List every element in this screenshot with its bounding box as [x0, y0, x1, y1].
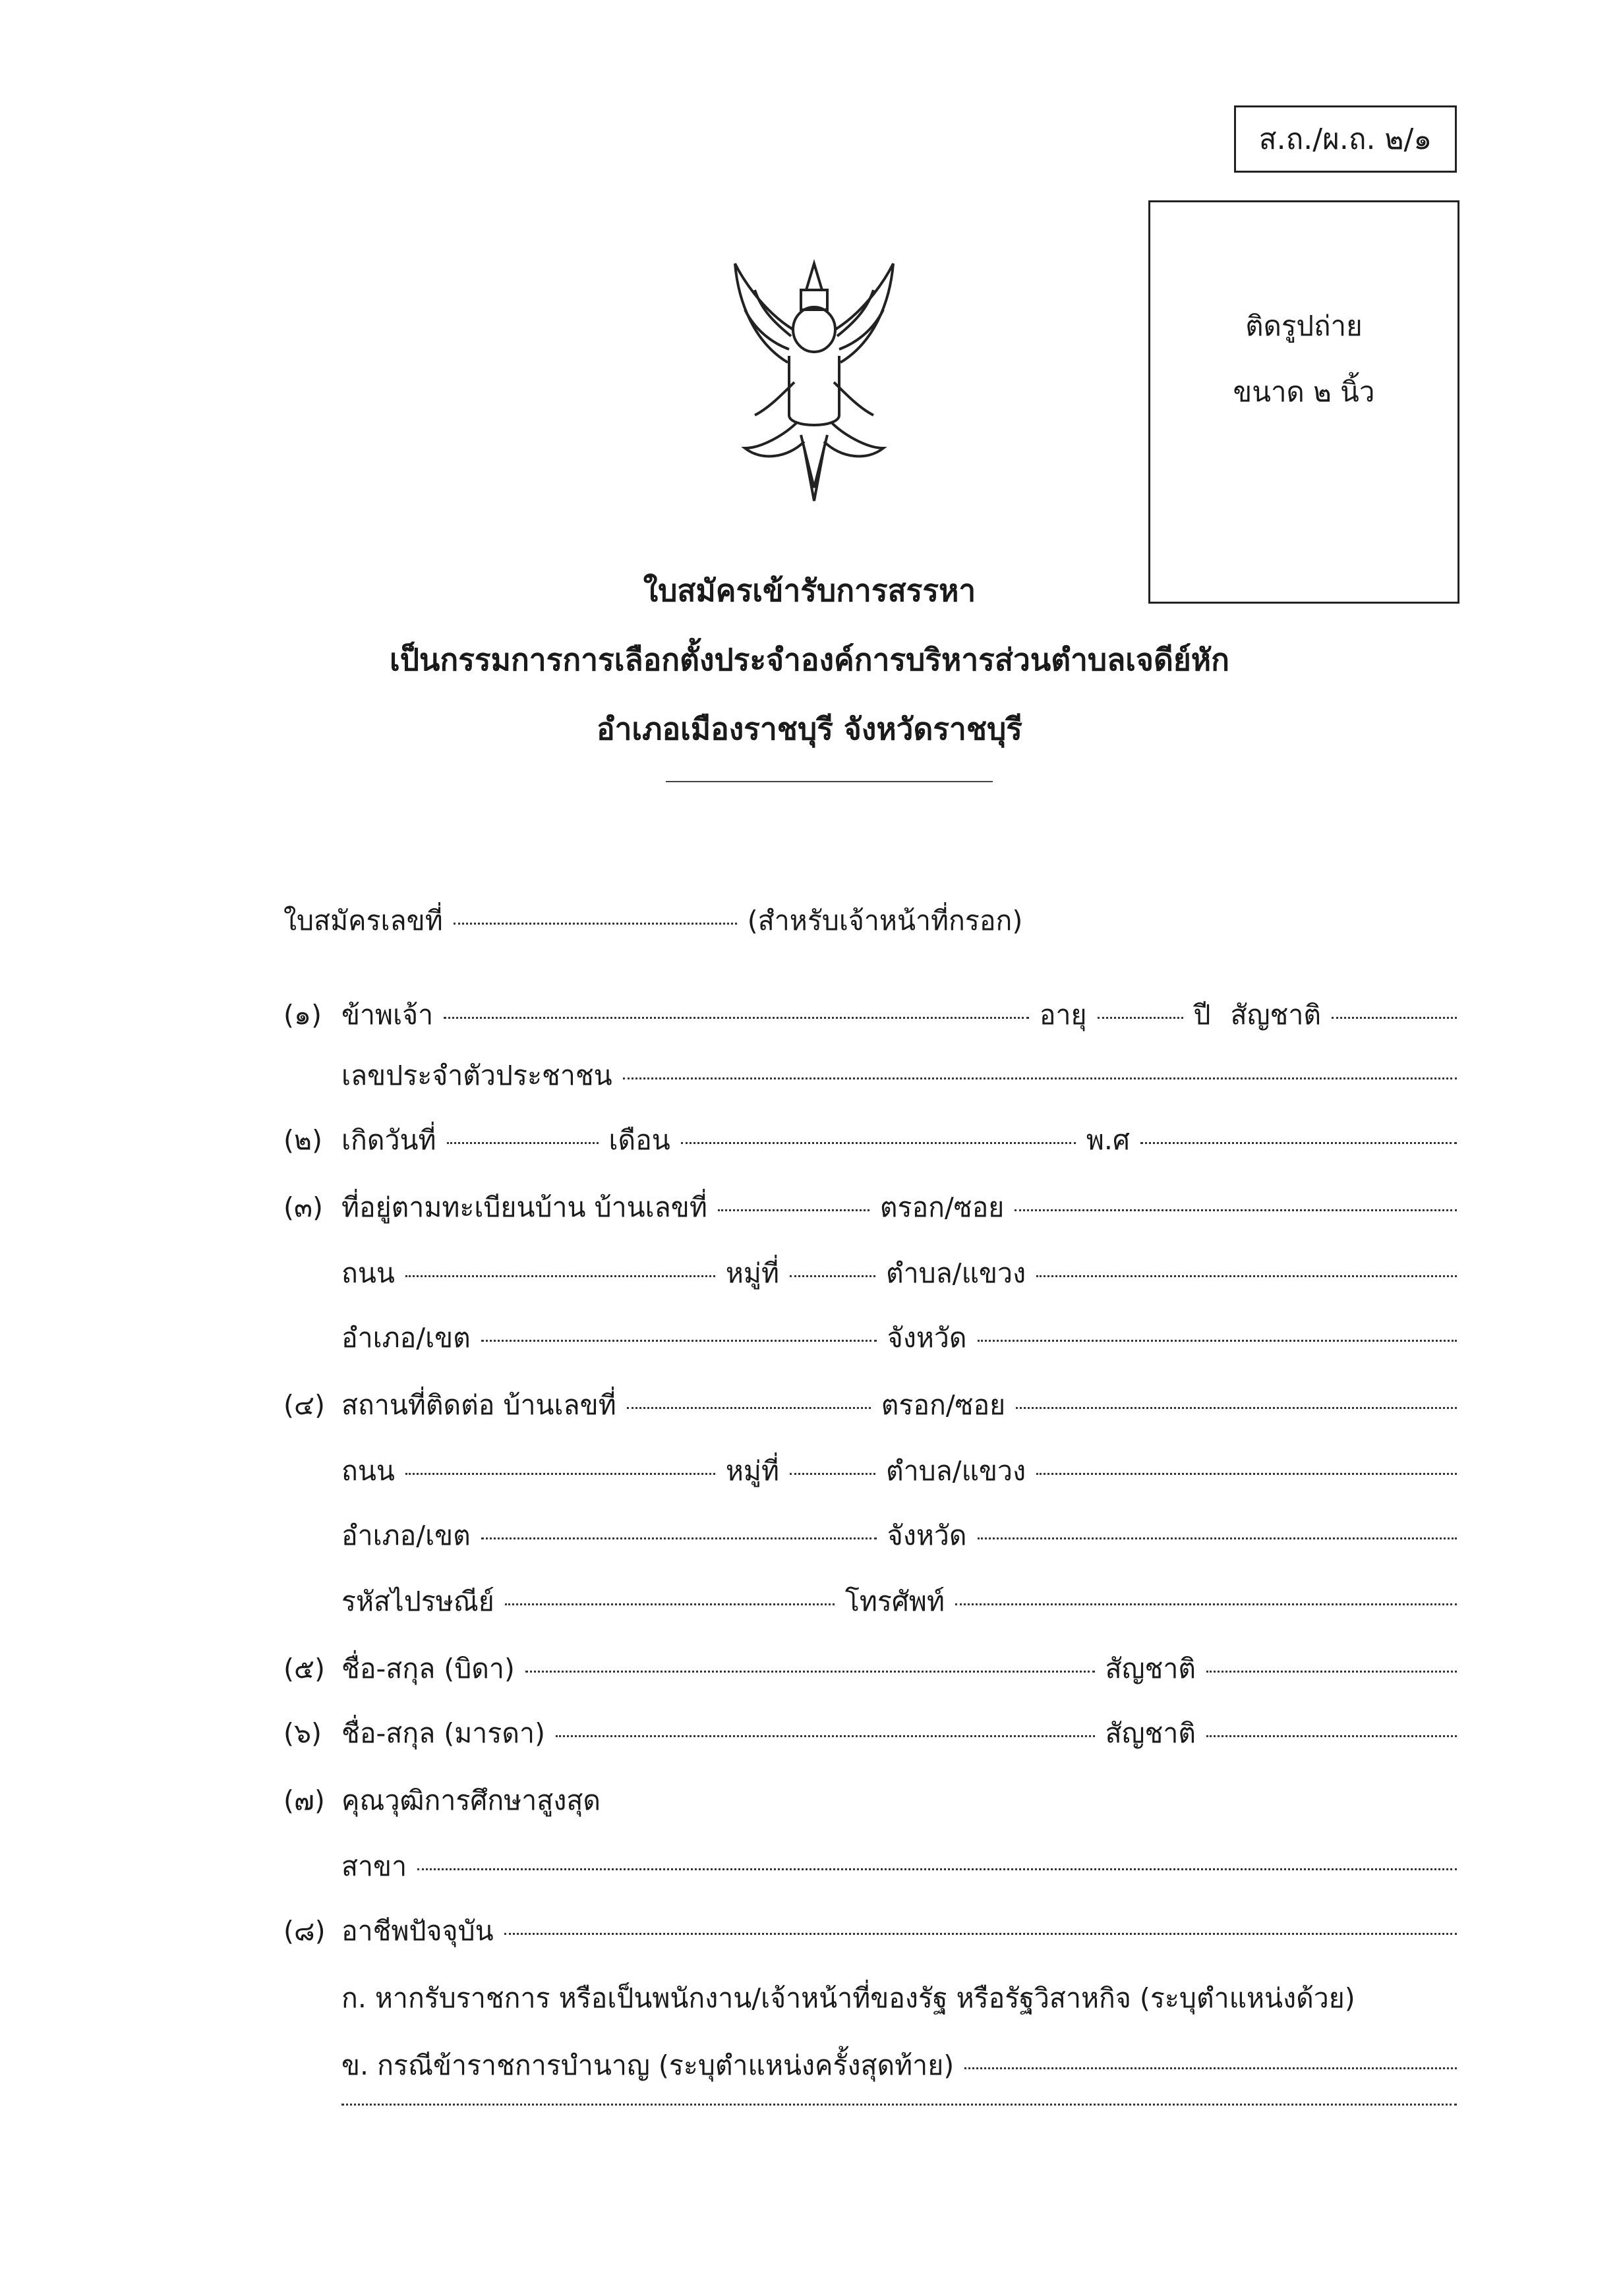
- label-mother-name: ชื่อ-สกุล (มารดา): [341, 1717, 545, 1749]
- title-line-3: อำเภอเมืองราชบุรี จังหวัดราชบุรี: [596, 711, 1023, 747]
- row-7a: [341, 1779, 1467, 1822]
- photo-box-line1: ติดรูปถ่าย: [1245, 310, 1363, 342]
- label-postcode: รหัสไปรษณีย์: [341, 1586, 494, 1617]
- label-phone: โทรศัพท์: [844, 1586, 945, 1617]
- label-reg-amphoe: อำเภอ/เขต: [341, 1322, 471, 1354]
- application-no-note: (สำหรับเจ้าหน้าที่กรอก): [747, 905, 1023, 936]
- application-no-label: ใบสมัครเลขที่: [283, 905, 443, 936]
- contact-lane-field[interactable]: [1016, 1407, 1457, 1409]
- age-field[interactable]: [1098, 1017, 1183, 1019]
- label-contact-amphoe: อำเภอ/เขต: [341, 1520, 471, 1551]
- item-number-7: (๗): [283, 1785, 325, 1816]
- label-father-name: ชื่อ-สกุล (บิดา): [341, 1653, 515, 1684]
- label-name: ข้าพเจ้า: [341, 999, 434, 1031]
- item-number-4: (๔): [283, 1389, 326, 1421]
- row-4d: [341, 1580, 1467, 1623]
- row-1a: [341, 994, 1467, 1037]
- row-3b: [341, 1252, 1467, 1295]
- birth-month-field[interactable]: [681, 1142, 1076, 1144]
- label-mother-nationality: สัญชาติ: [1105, 1717, 1196, 1749]
- form-code: ส.ถ./ผ.ถ. ๒/๑: [1234, 105, 1457, 173]
- birth-day-field[interactable]: [447, 1142, 599, 1144]
- label-reg-lane: ตรอก/ซอย: [879, 1191, 1005, 1223]
- label-birth-month: เดือน: [608, 1124, 670, 1156]
- label-age: อายุ: [1039, 999, 1087, 1031]
- major-field[interactable]: [417, 1868, 1457, 1870]
- row-5: [341, 1648, 1467, 1690]
- label-birth-day: เกิดวันที่: [341, 1124, 436, 1156]
- title-divider: [666, 781, 993, 782]
- mother-nationality-field[interactable]: [1206, 1735, 1457, 1737]
- row-6: [341, 1712, 1467, 1755]
- postcode-field[interactable]: [505, 1603, 835, 1605]
- father-nationality-field[interactable]: [1206, 1671, 1457, 1673]
- label-birth-year: พ.ศ: [1086, 1124, 1130, 1156]
- reg-province-field[interactable]: [978, 1340, 1457, 1342]
- row-8a: [341, 1977, 1467, 2020]
- contact-road-field[interactable]: [405, 1473, 715, 1475]
- label-registered-address: ที่อยู่ตามทะเบียนบ้าน บ้านเลขที่: [341, 1191, 707, 1223]
- item-number-2: (๒): [283, 1124, 323, 1156]
- photo-box[interactable]: [1148, 200, 1459, 604]
- contact-moo-field[interactable]: [790, 1473, 875, 1475]
- label-citizen-id: เลขประจำตัวประชาชน: [341, 1060, 612, 1091]
- row-2: [341, 1119, 1467, 1162]
- name-field[interactable]: [444, 1017, 1029, 1019]
- retired-position-field-2[interactable]: [341, 2104, 1457, 2106]
- row-7b: [341, 1845, 1467, 1888]
- label-contact-road: ถนน: [341, 1455, 395, 1487]
- label-year: ปี: [1193, 999, 1211, 1031]
- label-contact-lane: ตรอก/ซอย: [881, 1389, 1006, 1421]
- item-number-1: (๑): [283, 999, 322, 1031]
- photo-box-line2: ขนาด ๒ นิ้ว: [1233, 376, 1375, 408]
- contact-tambon-field[interactable]: [1036, 1473, 1457, 1475]
- mother-name-field[interactable]: [556, 1735, 1095, 1737]
- row-4c: [341, 1514, 1467, 1557]
- label-reg-road: ถนน: [341, 1257, 395, 1289]
- citizen-id-field[interactable]: [623, 1077, 1457, 1079]
- label-contact-province: จังหวัด: [887, 1520, 967, 1551]
- item-number-3: (๓): [283, 1191, 324, 1223]
- item-number-5: (๕): [283, 1653, 326, 1684]
- reg-amphoe-field[interactable]: [481, 1340, 877, 1342]
- label-reg-tambon: ตำบล/แขวง: [885, 1257, 1026, 1289]
- label-father-nationality: สัญชาติ: [1105, 1653, 1196, 1684]
- title-line-2: เป็นกรรมการการเลือกตั้งประจำองค์การบริหารส่วนตำบลเจดีย์หัก: [390, 642, 1229, 677]
- label-reg-province: จังหวัด: [887, 1322, 967, 1354]
- reg-lane-field[interactable]: [1015, 1209, 1457, 1211]
- label-government-position: ก. หากรับราชการ หรือเป็นพนักงาน/เจ้าหน้าที่ของรัฐ หรือรัฐวิสาหกิจ (ระบุตำแหน่งด้วย): [341, 1982, 1355, 2014]
- label-education: คุณวุฒิการศึกษาสูงสุด: [341, 1785, 601, 1816]
- row-3c: [341, 1317, 1467, 1360]
- father-name-field[interactable]: [525, 1671, 1095, 1673]
- label-nationality: สัญชาติ: [1230, 999, 1321, 1031]
- row-1b: [341, 1054, 1467, 1097]
- reg-moo-field[interactable]: [790, 1275, 875, 1277]
- application-no-field[interactable]: [454, 923, 737, 925]
- contact-amphoe-field[interactable]: [481, 1537, 877, 1539]
- row-3a: [341, 1186, 1467, 1229]
- contact-house-no-field[interactable]: [627, 1407, 871, 1409]
- retired-position-field[interactable]: [964, 2067, 1457, 2069]
- application-no-row: [283, 900, 1042, 942]
- label-occupation: อาชีพปัจจุบัน: [341, 1915, 494, 1947]
- row-4b: [341, 1450, 1467, 1493]
- row-8c: [341, 2109, 1467, 2111]
- label-reg-moo: หมู่ที่: [725, 1257, 779, 1289]
- row-4a: [341, 1384, 1467, 1427]
- reg-tambon-field[interactable]: [1036, 1275, 1457, 1277]
- title-line-1: ใบสมัครเข้ารับการสรรหา: [643, 573, 976, 608]
- label-contact-address: สถานที่ติดต่อ บ้านเลขที่: [341, 1389, 616, 1421]
- nationality-field[interactable]: [1332, 1017, 1457, 1019]
- label-contact-moo: หมู่ที่: [725, 1455, 779, 1487]
- occupation-field[interactable]: [504, 1933, 1457, 1935]
- item-number-8: (๘): [283, 1915, 326, 1947]
- reg-road-field[interactable]: [405, 1275, 715, 1277]
- garuda-emblem-icon: [715, 250, 913, 514]
- row-8b: [341, 2044, 1467, 2087]
- reg-house-no-field[interactable]: [718, 1209, 869, 1211]
- label-retired-position: ข. กรณีข้าราชการบำนาญ (ระบุตำแหน่งครั้งสุดท้าย): [341, 2050, 955, 2081]
- label-contact-tambon: ตำบล/แขวง: [885, 1455, 1026, 1487]
- row-8: [341, 1910, 1467, 1953]
- phone-field[interactable]: [955, 1603, 1457, 1605]
- contact-province-field[interactable]: [978, 1537, 1457, 1539]
- birth-year-field[interactable]: [1140, 1142, 1457, 1144]
- label-major: สาขา: [341, 1851, 407, 1882]
- item-number-6: (๖): [283, 1717, 322, 1749]
